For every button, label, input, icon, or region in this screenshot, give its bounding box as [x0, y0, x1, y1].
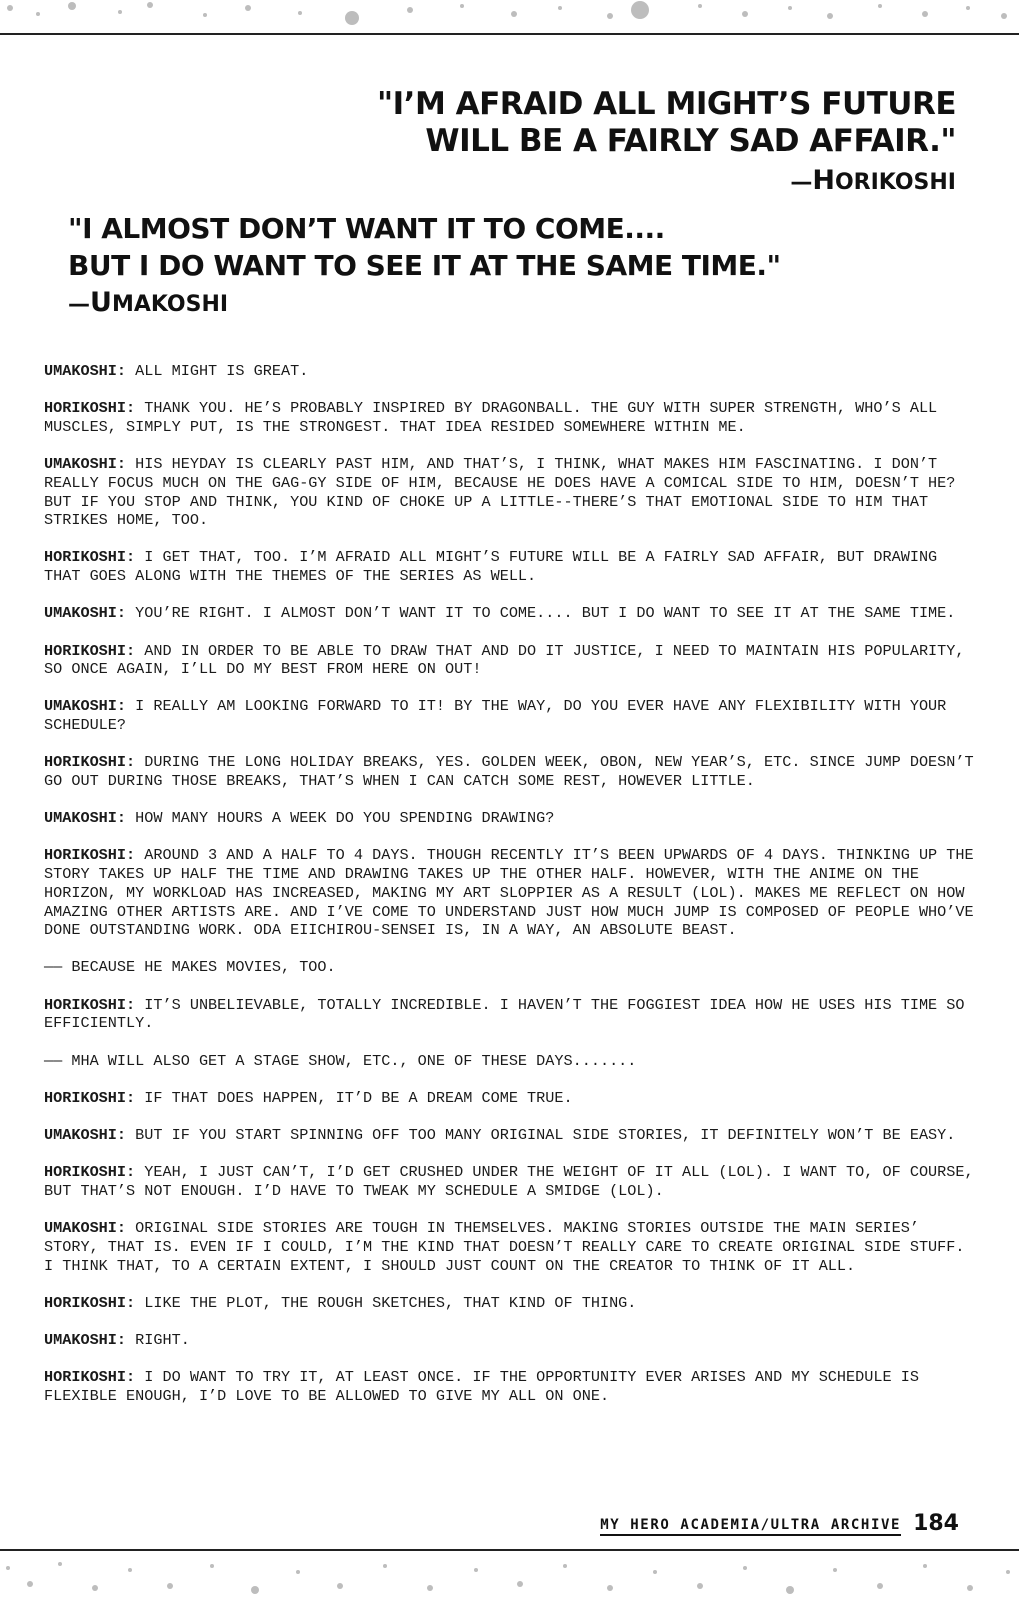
bottom-speckle-border [0, 1548, 1019, 1600]
interview-paragraph [44, 846, 979, 940]
paragraph-text: LIKE THE PLOT, THE ROUGH SKETCHES, THAT KIND OF THING. [135, 1293, 637, 1312]
interview-paragraph [44, 604, 979, 623]
book-title: MY HERO ACADEMIA/ULTRA ARCHIVE [600, 1517, 901, 1536]
paragraph-text: THANK YOU. HE’S PROBABLY INSPIRED BY DRAGONBALL. THE GUY WITH SUPER STRENGTH, WHO’S ALL MUSCLES, SIMPLY PUT, IS THE STRONGEST. THAT IDEA RESIDED SOMEWHERE WITHIN ME. [44, 399, 938, 436]
paragraph-text: IT’S UNBELIEVABLE, TOTALLY INCREDIBLE. I HAVEN’T THE FOGGIEST IDEA HOW HE USES HIS TIME SO EFFICIENTLY. [44, 995, 965, 1033]
speaker-label: HORIKOSHI: [44, 753, 136, 772]
interview-paragraph [44, 1294, 979, 1313]
interview-paragraph [44, 548, 979, 585]
paragraph-text: AND IN ORDER TO BE ABLE TO DRAW THAT AND DO IT JUSTICE, I NEED TO MAINTAIN HIS POPULARITY, SO ONCE AGAIN, I’LL DO MY BEST FROM HERE ON OUT! [44, 641, 965, 679]
speaker-label: UMAKOSHI: [44, 455, 127, 474]
interview-paragraph [44, 1219, 979, 1275]
quote-line: "I ALMOST DON’T WANT IT TO COME.... [68, 212, 665, 245]
speaker-label: UMAKOSHI: [44, 1125, 127, 1144]
paragraph-text: YOU’RE RIGHT. I ALMOST DON’T WANT IT TO COME.... BUT I DO WANT TO SEE IT AT THE SAME TIME. [126, 604, 956, 623]
attribution-name: MAKOSHI [111, 292, 229, 317]
speaker-label: UMAKOSHI: [44, 1219, 127, 1238]
quote-attribution [68, 288, 781, 320]
speaker-label: UMAKOSHI: [44, 604, 127, 623]
interview-paragraph [44, 996, 979, 1033]
paragraph-text: I DO WANT TO TRY IT, AT LEAST ONCE. IF THE OPPORTUNITY EVER ARISES AND MY SCHEDULE IS FLEXIBLE ENOUGH, I’D LOVE TO BE ALLOWED TO GIVE MY ALL ON ONE. [44, 1368, 919, 1405]
interview-paragraph [44, 697, 979, 734]
quote-line: BUT I DO WANT TO SEE IT AT THE SAME TIME." [68, 249, 781, 282]
paragraph-text: BUT IF YOU START SPINNING OFF TOO MANY ORIGINAL SIDE STORIES, IT DEFINITELY WON’T BE EASY. [126, 1125, 956, 1144]
page-number: 184 [913, 1511, 959, 1536]
paragraph-text: YEAH, I JUST CAN’T, I’D GET CRUSHED UNDER THE WEIGHT OF IT ALL (LOL). I WANT TO, OF COURSE, BUT THAT’S NOT ENOUGH. I’D HAVE TO TWEAK MY SCHEDULE A SMIDGE (LOL). [44, 1163, 974, 1200]
interview-paragraph [44, 809, 979, 828]
attribution-name: ORIKOSHI [834, 170, 956, 195]
interview-paragraph [44, 753, 979, 790]
speaker-label: HORIKOSHI: [44, 548, 136, 567]
speaker-label: HORIKOSHI: [44, 399, 136, 418]
speaker-label: HORIKOSHI: [44, 995, 136, 1014]
speaker-label: HORIKOSHI: [44, 641, 136, 660]
interview-body [44, 362, 979, 1424]
speaker-label: HORIKOSHI: [44, 1163, 136, 1182]
paragraph-text: —— BECAUSE HE MAKES MOVIES, TOO. [44, 958, 336, 977]
paragraph-text: I REALLY AM LOOKING FORWARD TO IT! BY THE WAY, DO YOU EVER HAVE ANY FLEXIBILITY WITH YOUR SCHEDULE? [44, 697, 947, 735]
paragraph-text: I GET THAT, TOO. I’M AFRAID ALL MIGHT’S FUTURE WILL BE A FAIRLY SAD AFFAIR, BUT DRAWING THAT GOES ALONG WITH THE THEMES OF THE SERIES AS WELL. [44, 548, 938, 586]
paragraph-text: —— MHA WILL ALSO GET A STAGE SHOW, ETC., ONE OF THESE DAYS....... [44, 1051, 637, 1070]
speaker-label: UMAKOSHI: [44, 1330, 127, 1349]
interview-paragraph [44, 399, 979, 436]
attribution-dash: — [790, 170, 813, 195]
paragraph-text: HIS HEYDAY IS CLEARLY PAST HIM, AND THAT’S, I THINK, WHAT MAKES HIM FASCINATING. I DON’T REALLY FOCUS MUCH ON THE GAG-GY SIDE OF HIM, BECAUSE HE DOES HAVE A COMICAL SIDE TO HIM, DOESN’T HE? BUT IF YOU STOP AND THINK, YOU KIND OF CHOKE UP A LITTLE--THERE’S THAT EMOTIONAL SIDE TO HIM THAT STRIKES HOME, TOO. [44, 455, 956, 530]
speaker-label: HORIKOSHI: [44, 1293, 136, 1312]
speaker-label: HORIKOSHI: [44, 846, 136, 865]
paragraph-text: DURING THE LONG HOLIDAY BREAKS, YES. GOLDEN WEEK, OBON, NEW YEAR’S, ETC. SINCE JUMP DOESN’T GO OUT DURING THOSE BREAKS, THAT’S WHEN I CAN CATCH SOME REST, HOWEVER LITTLE. [44, 753, 974, 791]
attribution-initial: H [812, 165, 835, 196]
speaker-label: UMAKOSHI: [44, 809, 127, 828]
interview-paragraph [44, 455, 979, 530]
page-footer [600, 1512, 959, 1536]
speaker-label: UMAKOSHI: [44, 362, 127, 380]
pull-quote-umakoshi [68, 210, 781, 320]
quote-line: WILL BE A FAIRLY SAD AFFAIR." [425, 123, 956, 159]
interview-paragraph [44, 958, 979, 977]
attribution-initial: U [90, 287, 112, 318]
paragraph-text: HOW MANY HOURS A WEEK DO YOU SPENDING DRAWING? [126, 809, 555, 828]
paragraph-text: IF THAT DOES HAPPEN, IT’D BE A DREAM COME TRUE. [135, 1088, 573, 1107]
paragraph-text: AROUND 3 AND A HALF TO 4 DAYS. THOUGH RECENTLY IT’S BEEN UPWARDS OF 4 DAYS. THINKING UP THE STORY TAKES UP HALF THE TIME AND DRAWING TAKES UP THE OTHER HALF. HOWEVER, WITH THE ANIME ON THE HORIZON, MY WORKLOAD HAS INCREASED, MAKING MY ART SLOPPIER AS A RESULT (LOL). MAKES ME REFLECT ON HOW AMAZING OTHER ARTISTS ARE. AND I’VE COME TO UNDERSTAND JUST HOW MUCH JUMP IS COMPOSED OF PEOPLE WHO’VE DONE OUTSTANDING WORK. ODA EIICHIROU-SENSEI IS, IN A WAY, AN ABSOLUTE BEAST. [44, 846, 974, 940]
interview-paragraph [44, 362, 979, 381]
interview-paragraph [44, 642, 979, 679]
quote-line: "I’M AFRAID ALL MIGHT’S FUTURE [376, 86, 956, 122]
interview-paragraph [44, 1089, 979, 1108]
speaker-label: HORIKOSHI: [44, 1088, 136, 1107]
top-speckle-border [0, 0, 1019, 38]
quote-attribution [377, 166, 956, 198]
interview-paragraph [44, 1163, 979, 1200]
speaker-label: HORIKOSHI: [44, 1368, 136, 1387]
paragraph-text: ORIGINAL SIDE STORIES ARE TOUGH IN THEMSELVES. MAKING STORIES OUTSIDE THE MAIN SERIES’ STORY, THAT IS. EVEN IF I COULD, I’M THE KIND THAT DOESN’T REALLY CARE TO CREATE ORIGINAL SIDE STUFF. I THINK THAT, TO A CERTAIN EXTENT, I SHOULD JUST COUNT ON THE CREATOR TO THINK OF IT ALL. [44, 1219, 965, 1275]
paragraph-text: RIGHT. [126, 1330, 190, 1349]
pull-quote-horikoshi [377, 86, 956, 198]
interview-paragraph [44, 1368, 979, 1405]
interview-paragraph [44, 1331, 979, 1350]
interview-paragraph [44, 1126, 979, 1145]
attribution-dash: — [68, 292, 90, 317]
speaker-label: UMAKOSHI: [44, 697, 127, 716]
paragraph-text: ALL MIGHT IS GREAT. [126, 362, 309, 380]
interview-paragraph [44, 1052, 979, 1071]
